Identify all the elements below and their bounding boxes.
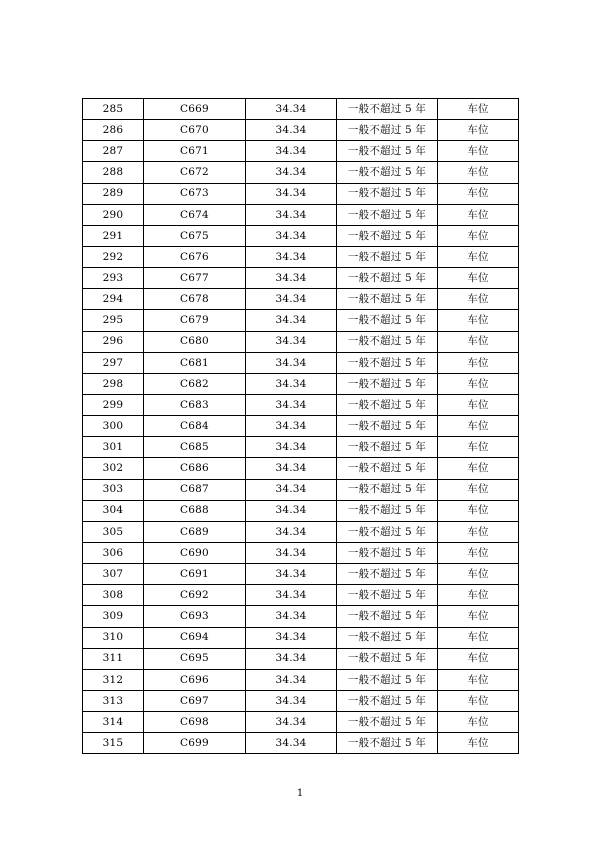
usage-cell: 车位 [438,712,519,733]
table-row [83,268,519,289]
serial-number-cell: 305 [83,521,144,542]
serial-number-cell: 302 [83,458,144,479]
table-row [83,627,519,648]
table-row [83,310,519,331]
usage-cell: 车位 [438,373,519,394]
term-cell: 一般不超过 5 年 [337,479,438,500]
table-row [83,712,519,733]
space-code-cell: C691 [144,564,246,585]
area-cell: 34.34 [246,458,337,479]
space-code-cell: C674 [144,204,246,225]
area-cell: 34.34 [246,120,337,141]
serial-number-cell: 294 [83,289,144,310]
table-row [83,606,519,627]
usage-cell: 车位 [438,564,519,585]
usage-cell: 车位 [438,437,519,458]
space-code-cell: C693 [144,606,246,627]
serial-number-cell: 299 [83,394,144,415]
table-row [83,141,519,162]
table-row [83,479,519,500]
usage-cell: 车位 [438,183,519,204]
area-cell: 34.34 [246,204,337,225]
space-code-cell: C676 [144,246,246,267]
term-cell: 一般不超过 5 年 [337,373,438,394]
space-code-cell: C683 [144,394,246,415]
term-cell: 一般不超过 5 年 [337,521,438,542]
space-code-cell: C694 [144,627,246,648]
term-cell: 一般不超过 5 年 [337,458,438,479]
term-cell: 一般不超过 5 年 [337,225,438,246]
table-row [83,120,519,141]
term-cell: 一般不超过 5 年 [337,669,438,690]
area-cell: 34.34 [246,669,337,690]
serial-number-cell: 304 [83,500,144,521]
table-row [83,289,519,310]
space-code-cell: C697 [144,690,246,711]
space-code-cell: C699 [144,733,246,754]
term-cell: 一般不超过 5 年 [337,120,438,141]
serial-number-cell: 311 [83,648,144,669]
usage-cell: 车位 [438,521,519,542]
table-row [83,437,519,458]
area-cell: 34.34 [246,331,337,352]
term-cell: 一般不超过 5 年 [337,289,438,310]
table-row [83,564,519,585]
term-cell: 一般不超过 5 年 [337,733,438,754]
usage-cell: 车位 [438,310,519,331]
serial-number-cell: 315 [83,733,144,754]
area-cell: 34.34 [246,183,337,204]
table-body [83,99,519,754]
serial-number-cell: 307 [83,564,144,585]
usage-cell: 车位 [438,120,519,141]
space-code-cell: C685 [144,437,246,458]
area-cell: 34.34 [246,141,337,162]
usage-cell: 车位 [438,352,519,373]
area-cell: 34.34 [246,712,337,733]
area-cell: 34.34 [246,606,337,627]
space-code-cell: C692 [144,585,246,606]
usage-cell: 车位 [438,733,519,754]
term-cell: 一般不超过 5 年 [337,204,438,225]
space-code-cell: C681 [144,352,246,373]
term-cell: 一般不超过 5 年 [337,606,438,627]
space-code-cell: C696 [144,669,246,690]
term-cell: 一般不超过 5 年 [337,352,438,373]
area-cell: 34.34 [246,585,337,606]
usage-cell: 车位 [438,331,519,352]
term-cell: 一般不超过 5 年 [337,183,438,204]
usage-cell: 车位 [438,416,519,437]
serial-number-cell: 313 [83,690,144,711]
space-code-cell: C689 [144,521,246,542]
usage-cell: 车位 [438,648,519,669]
table-row [83,373,519,394]
usage-cell: 车位 [438,394,519,415]
space-code-cell: C698 [144,712,246,733]
term-cell: 一般不超过 5 年 [337,542,438,563]
table-row [83,331,519,352]
term-cell: 一般不超过 5 年 [337,627,438,648]
table-row [83,352,519,373]
usage-cell: 车位 [438,479,519,500]
table-row [83,585,519,606]
serial-number-cell: 310 [83,627,144,648]
serial-number-cell: 312 [83,669,144,690]
serial-number-cell: 300 [83,416,144,437]
area-cell: 34.34 [246,521,337,542]
parking-space-table [82,98,519,754]
table-row [83,669,519,690]
serial-number-cell: 296 [83,331,144,352]
table-row [83,542,519,563]
usage-cell: 车位 [438,606,519,627]
space-code-cell: C680 [144,331,246,352]
space-code-cell: C675 [144,225,246,246]
usage-cell: 车位 [438,458,519,479]
usage-cell: 车位 [438,99,519,120]
usage-cell: 车位 [438,585,519,606]
usage-cell: 车位 [438,669,519,690]
serial-number-cell: 286 [83,120,144,141]
space-code-cell: C673 [144,183,246,204]
usage-cell: 车位 [438,690,519,711]
table-row [83,500,519,521]
table-row [83,521,519,542]
table-row [83,99,519,120]
serial-number-cell: 301 [83,437,144,458]
term-cell: 一般不超过 5 年 [337,564,438,585]
space-code-cell: C678 [144,289,246,310]
usage-cell: 车位 [438,500,519,521]
term-cell: 一般不超过 5 年 [337,690,438,711]
space-code-cell: C672 [144,162,246,183]
area-cell: 34.34 [246,352,337,373]
table-row [83,690,519,711]
space-code-cell: C687 [144,479,246,500]
serial-number-cell: 314 [83,712,144,733]
term-cell: 一般不超过 5 年 [337,416,438,437]
serial-number-cell: 288 [83,162,144,183]
term-cell: 一般不超过 5 年 [337,141,438,162]
space-code-cell: C682 [144,373,246,394]
area-cell: 34.34 [246,246,337,267]
area-cell: 34.34 [246,500,337,521]
space-code-cell: C671 [144,141,246,162]
table-row [83,733,519,754]
area-cell: 34.34 [246,690,337,711]
serial-number-cell: 309 [83,606,144,627]
term-cell: 一般不超过 5 年 [337,437,438,458]
serial-number-cell: 295 [83,310,144,331]
usage-cell: 车位 [438,627,519,648]
area-cell: 34.34 [246,225,337,246]
term-cell: 一般不超过 5 年 [337,99,438,120]
area-cell: 34.34 [246,289,337,310]
term-cell: 一般不超过 5 年 [337,162,438,183]
area-cell: 34.34 [246,416,337,437]
table-row [83,648,519,669]
area-cell: 34.34 [246,479,337,500]
term-cell: 一般不超过 5 年 [337,246,438,267]
area-cell: 34.34 [246,310,337,331]
usage-cell: 车位 [438,289,519,310]
term-cell: 一般不超过 5 年 [337,394,438,415]
area-cell: 34.34 [246,564,337,585]
serial-number-cell: 290 [83,204,144,225]
area-cell: 34.34 [246,99,337,120]
term-cell: 一般不超过 5 年 [337,585,438,606]
table-row [83,416,519,437]
area-cell: 34.34 [246,648,337,669]
usage-cell: 车位 [438,542,519,563]
table-row [83,246,519,267]
space-code-cell: C686 [144,458,246,479]
usage-cell: 车位 [438,246,519,267]
space-code-cell: C679 [144,310,246,331]
term-cell: 一般不超过 5 年 [337,310,438,331]
serial-number-cell: 308 [83,585,144,606]
serial-number-cell: 292 [83,246,144,267]
serial-number-cell: 289 [83,183,144,204]
serial-number-cell: 297 [83,352,144,373]
space-code-cell: C690 [144,542,246,563]
serial-number-cell: 298 [83,373,144,394]
space-code-cell: C670 [144,120,246,141]
usage-cell: 车位 [438,204,519,225]
area-cell: 34.34 [246,733,337,754]
usage-cell: 车位 [438,162,519,183]
usage-cell: 车位 [438,141,519,162]
serial-number-cell: 285 [83,99,144,120]
table-row [83,183,519,204]
serial-number-cell: 306 [83,542,144,563]
space-code-cell: C684 [144,416,246,437]
area-cell: 34.34 [246,162,337,183]
space-code-cell: C695 [144,648,246,669]
page-number: 1 [296,788,304,799]
term-cell: 一般不超过 5 年 [337,648,438,669]
term-cell: 一般不超过 5 年 [337,712,438,733]
usage-cell: 车位 [438,225,519,246]
term-cell: 一般不超过 5 年 [337,331,438,352]
serial-number-cell: 291 [83,225,144,246]
table-row [83,204,519,225]
term-cell: 一般不超过 5 年 [337,268,438,289]
area-cell: 34.34 [246,542,337,563]
area-cell: 34.34 [246,268,337,289]
serial-number-cell: 293 [83,268,144,289]
table-row [83,458,519,479]
table-row [83,394,519,415]
usage-cell: 车位 [438,268,519,289]
space-code-cell: C688 [144,500,246,521]
area-cell: 34.34 [246,394,337,415]
space-code-cell: C669 [144,99,246,120]
area-cell: 34.34 [246,627,337,648]
area-cell: 34.34 [246,437,337,458]
area-cell: 34.34 [246,373,337,394]
space-code-cell: C677 [144,268,246,289]
serial-number-cell: 287 [83,141,144,162]
serial-number-cell: 303 [83,479,144,500]
table-row [83,225,519,246]
table-row [83,162,519,183]
term-cell: 一般不超过 5 年 [337,500,438,521]
